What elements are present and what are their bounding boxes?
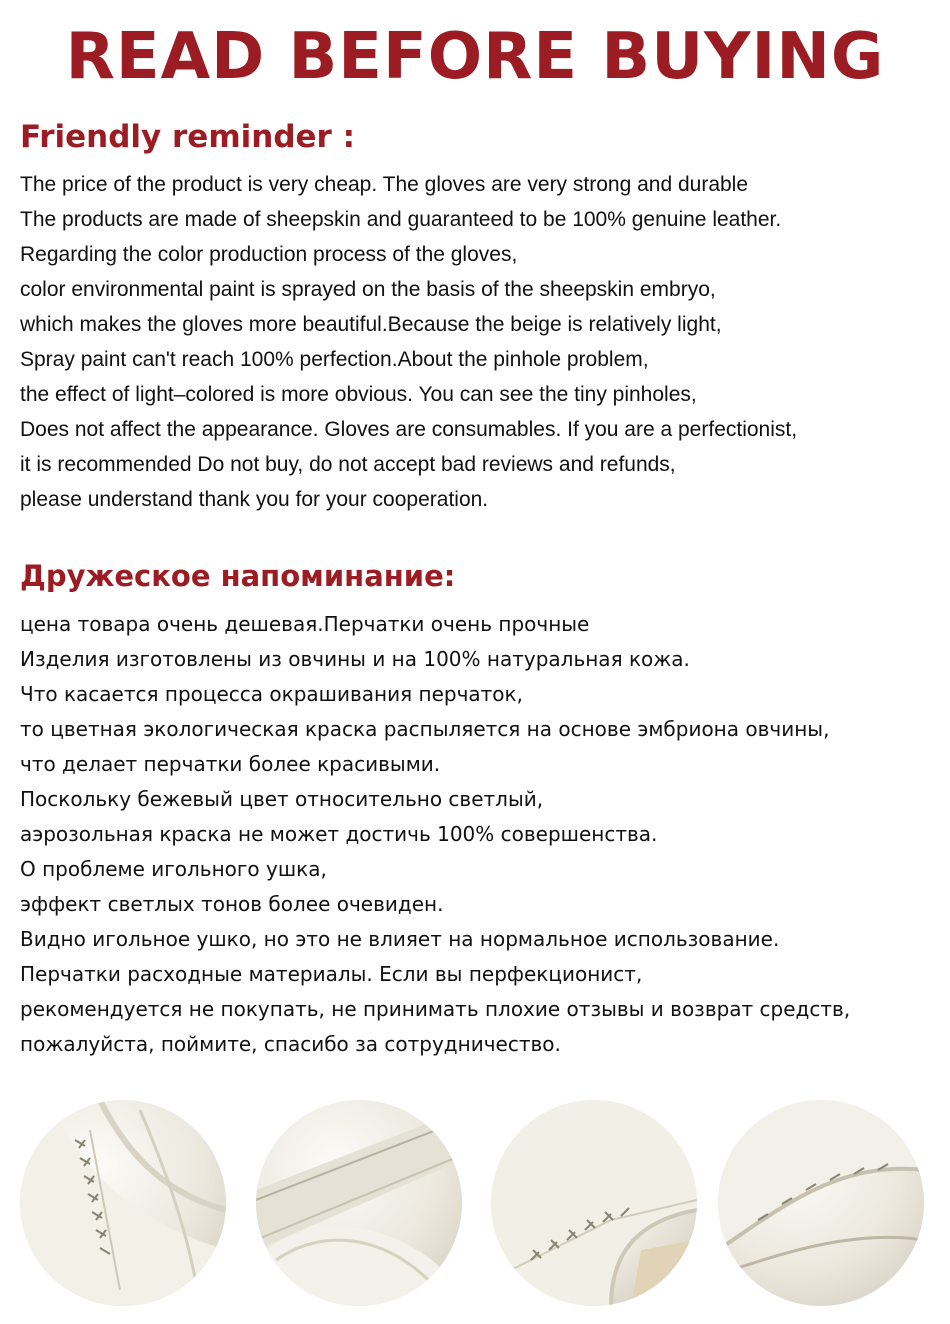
english-line: which makes the gloves more beautiful.Because the beige is relatively light, [20, 313, 722, 336]
russian-text-block [20, 607, 850, 1062]
russian-line: Изделия изготовлены из овчины и на 100% натуральная кожа. [20, 647, 690, 671]
english-line: color environmental paint is sprayed on the basis of the sheepskin embryo, [20, 278, 716, 301]
page-title: READ BEFORE BUYING [65, 20, 885, 94]
english-line: it is recommended Do not buy, do not accept bad reviews and refunds, [20, 453, 676, 476]
english-line: Does not affect the appearance. Gloves are consumables. If you are a perfectionist, [20, 418, 798, 441]
russian-line: аэрозольная краска не может достичь 100% совершенства. [20, 822, 658, 846]
english-line: The price of the product is very cheap. The gloves are very strong and durable [20, 173, 749, 196]
english-text-block [20, 167, 797, 517]
russian-line: то цветная экологическая краска распыляется на основе эмбриона овчины, [20, 717, 830, 741]
english-heading: Friendly reminder : [20, 119, 356, 155]
english-line: Spray paint can't reach 100% perfection.About the pinhole problem, [20, 348, 649, 371]
stitching-closeup-photo-2 [256, 1100, 462, 1306]
russian-line: О проблеме игольного ушка, [20, 857, 327, 881]
russian-line: пожалуйста, поймите, спасибо за сотрудничество. [20, 1032, 561, 1056]
russian-line: Что касается процесса окрашивания перчаток, [20, 682, 523, 706]
russian-line: рекомендуется не покупать, не принимать плохие отзывы и возврат средств, [20, 997, 851, 1021]
russian-line: Перчатки расходные материалы. Если вы перфекционист, [20, 962, 643, 986]
stitching-closeup-photo-1 [20, 1100, 226, 1306]
english-line: the effect of light–colored is more obvious. You can see the tiny pinholes, [20, 383, 697, 406]
english-line: Regarding the color production process of the gloves, [20, 243, 518, 266]
stitching-closeup-photo-4 [718, 1100, 924, 1306]
russian-line: цена товара очень дешевая.Перчатки очень прочные [20, 612, 590, 636]
russian-line: Видно игольное ушко, но это не влияет на нормальное использование. [20, 927, 780, 951]
russian-line: что делает перчатки более красивыми. [20, 752, 441, 776]
russian-line: Поскольку бежевый цвет относительно светлый, [20, 787, 544, 811]
russian-heading: Дружеское напоминание: [20, 559, 456, 593]
english-line: The products are made of sheepskin and guaranteed to be 100% genuine leather. [20, 208, 782, 231]
stitching-closeup-photo-3 [491, 1100, 697, 1306]
english-line: please understand thank you for your cooperation. [20, 488, 489, 511]
russian-line: эффект светлых тонов более очевиден. [20, 892, 444, 916]
